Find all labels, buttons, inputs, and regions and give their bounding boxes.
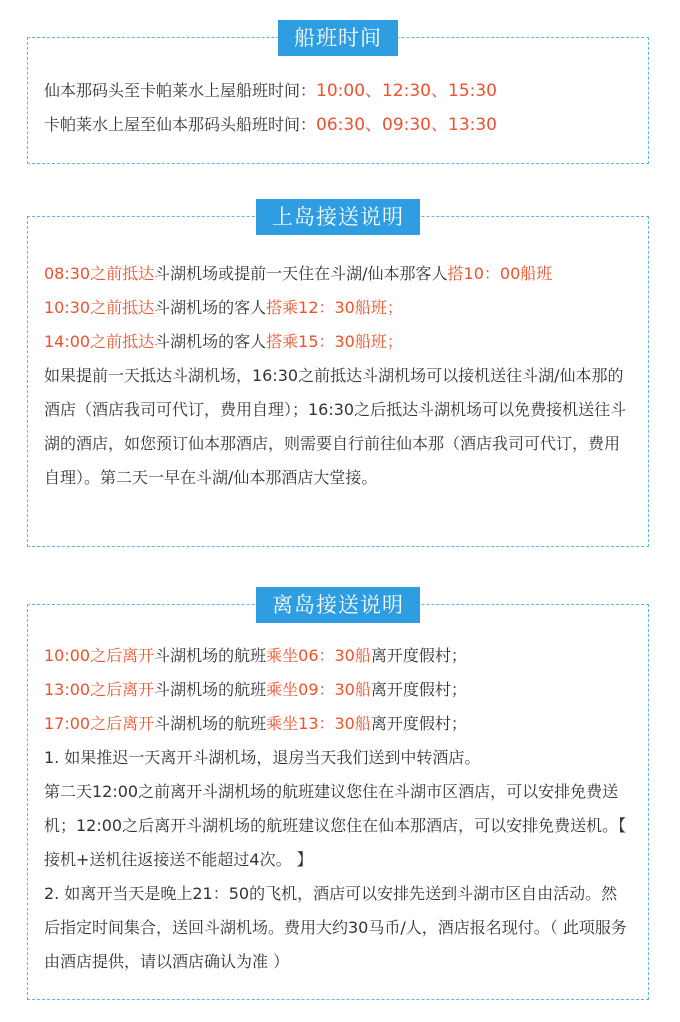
departure-text: 斗湖机场的航班 <box>154 680 267 699</box>
boat-row-label: 仙本那码头至卡帕莱水上屋船班时间： <box>44 81 317 100</box>
arrival-text: 斗湖机场或提前一天住在斗湖/仙本那客人 <box>154 264 448 283</box>
arrival-title: 上岛接送说明 <box>256 199 420 235</box>
departure-line <box>44 707 632 741</box>
departure-boat: 乘坐06：30船 <box>266 646 371 665</box>
arrival-text: 斗湖机场的客人 <box>154 298 267 317</box>
arrival-line <box>44 291 632 325</box>
departure-line <box>44 673 632 707</box>
arrival-boat: 搭10：00船班 <box>447 264 553 283</box>
arrival-boat: 搭乘12：30船班； <box>266 298 403 317</box>
departure-boat: 乘坐09：30船 <box>266 680 371 699</box>
boat-row <box>44 74 632 108</box>
departure-time: 13:00之后离开 <box>44 680 155 699</box>
boat-row-label: 卡帕莱水上屋至仙本那码头船班时间： <box>44 115 317 134</box>
arrival-time: 14:00之前抵达 <box>44 332 155 351</box>
boat-row-times: 06:30、09:30、13:30 <box>316 115 497 135</box>
departure-time: 10:00之后离开 <box>44 646 155 665</box>
departure-time: 17:00之后离开 <box>44 714 155 733</box>
arrival-section <box>27 205 649 547</box>
departure-tail: 离开度假村； <box>370 714 467 733</box>
boat-schedule-section <box>27 26 649 164</box>
boat-schedule-title: 船班时间 <box>278 20 398 56</box>
departure-note-3: 2. 如离开当天是晚上21：50的飞机，酒店可以安排先送到斗湖市区自由活动。然后指定时间集合，送回斗湖机场。费用大约30马币/人，酒店报名现付。（ 此项服务由酒店提供，请以酒店确认为准 ） <box>44 884 627 971</box>
departure-title: 离岛接送说明 <box>256 587 420 623</box>
arrival-note: 如果提前一天抵达斗湖机场，16:30之前抵达斗湖机场可以接机送往斗湖/仙本那的酒店（酒店我司可代订，费用自理）；16:30之后抵达斗湖机场可以免费接机送往斗湖的酒店，如您预订仙本那酒店，则需要自行前往仙本那（酒店我司可代订，费用自理）。第二天一早在斗湖/仙本那酒店大堂接。 <box>44 366 627 487</box>
departure-boat: 乘坐13：30船 <box>266 714 371 733</box>
boat-row-times: 10:00、12:30、15:30 <box>316 81 497 101</box>
arrival-boat: 搭乘15：30船班； <box>266 332 403 351</box>
departure-note-1: 1. 如果推迟一天离开斗湖机场，退房当天我们送到中转酒店。 <box>44 748 481 767</box>
departure-tail: 离开度假村； <box>370 646 467 665</box>
departure-section <box>27 593 649 1000</box>
arrival-text: 斗湖机场的客人 <box>154 332 267 351</box>
departure-note-2: 第二天12:00之前离开斗湖机场的航班建议您住在斗湖市区酒店，可以安排免费送机；12:00之后离开斗湖机场的航班建议您住在仙本那酒店，可以安排免费送机。【 接机+送机往返接送不能超过4次。 】 <box>44 782 627 869</box>
departure-line <box>44 639 632 673</box>
boat-row <box>44 108 632 142</box>
arrival-line <box>44 325 632 359</box>
departure-text: 斗湖机场的航班 <box>154 646 267 665</box>
departure-tail: 离开度假村； <box>370 680 467 699</box>
arrival-line <box>44 257 632 291</box>
departure-text: 斗湖机场的航班 <box>154 714 267 733</box>
arrival-time: 10:30之前抵达 <box>44 298 155 317</box>
arrival-time: 08:30之前抵达 <box>44 264 155 283</box>
